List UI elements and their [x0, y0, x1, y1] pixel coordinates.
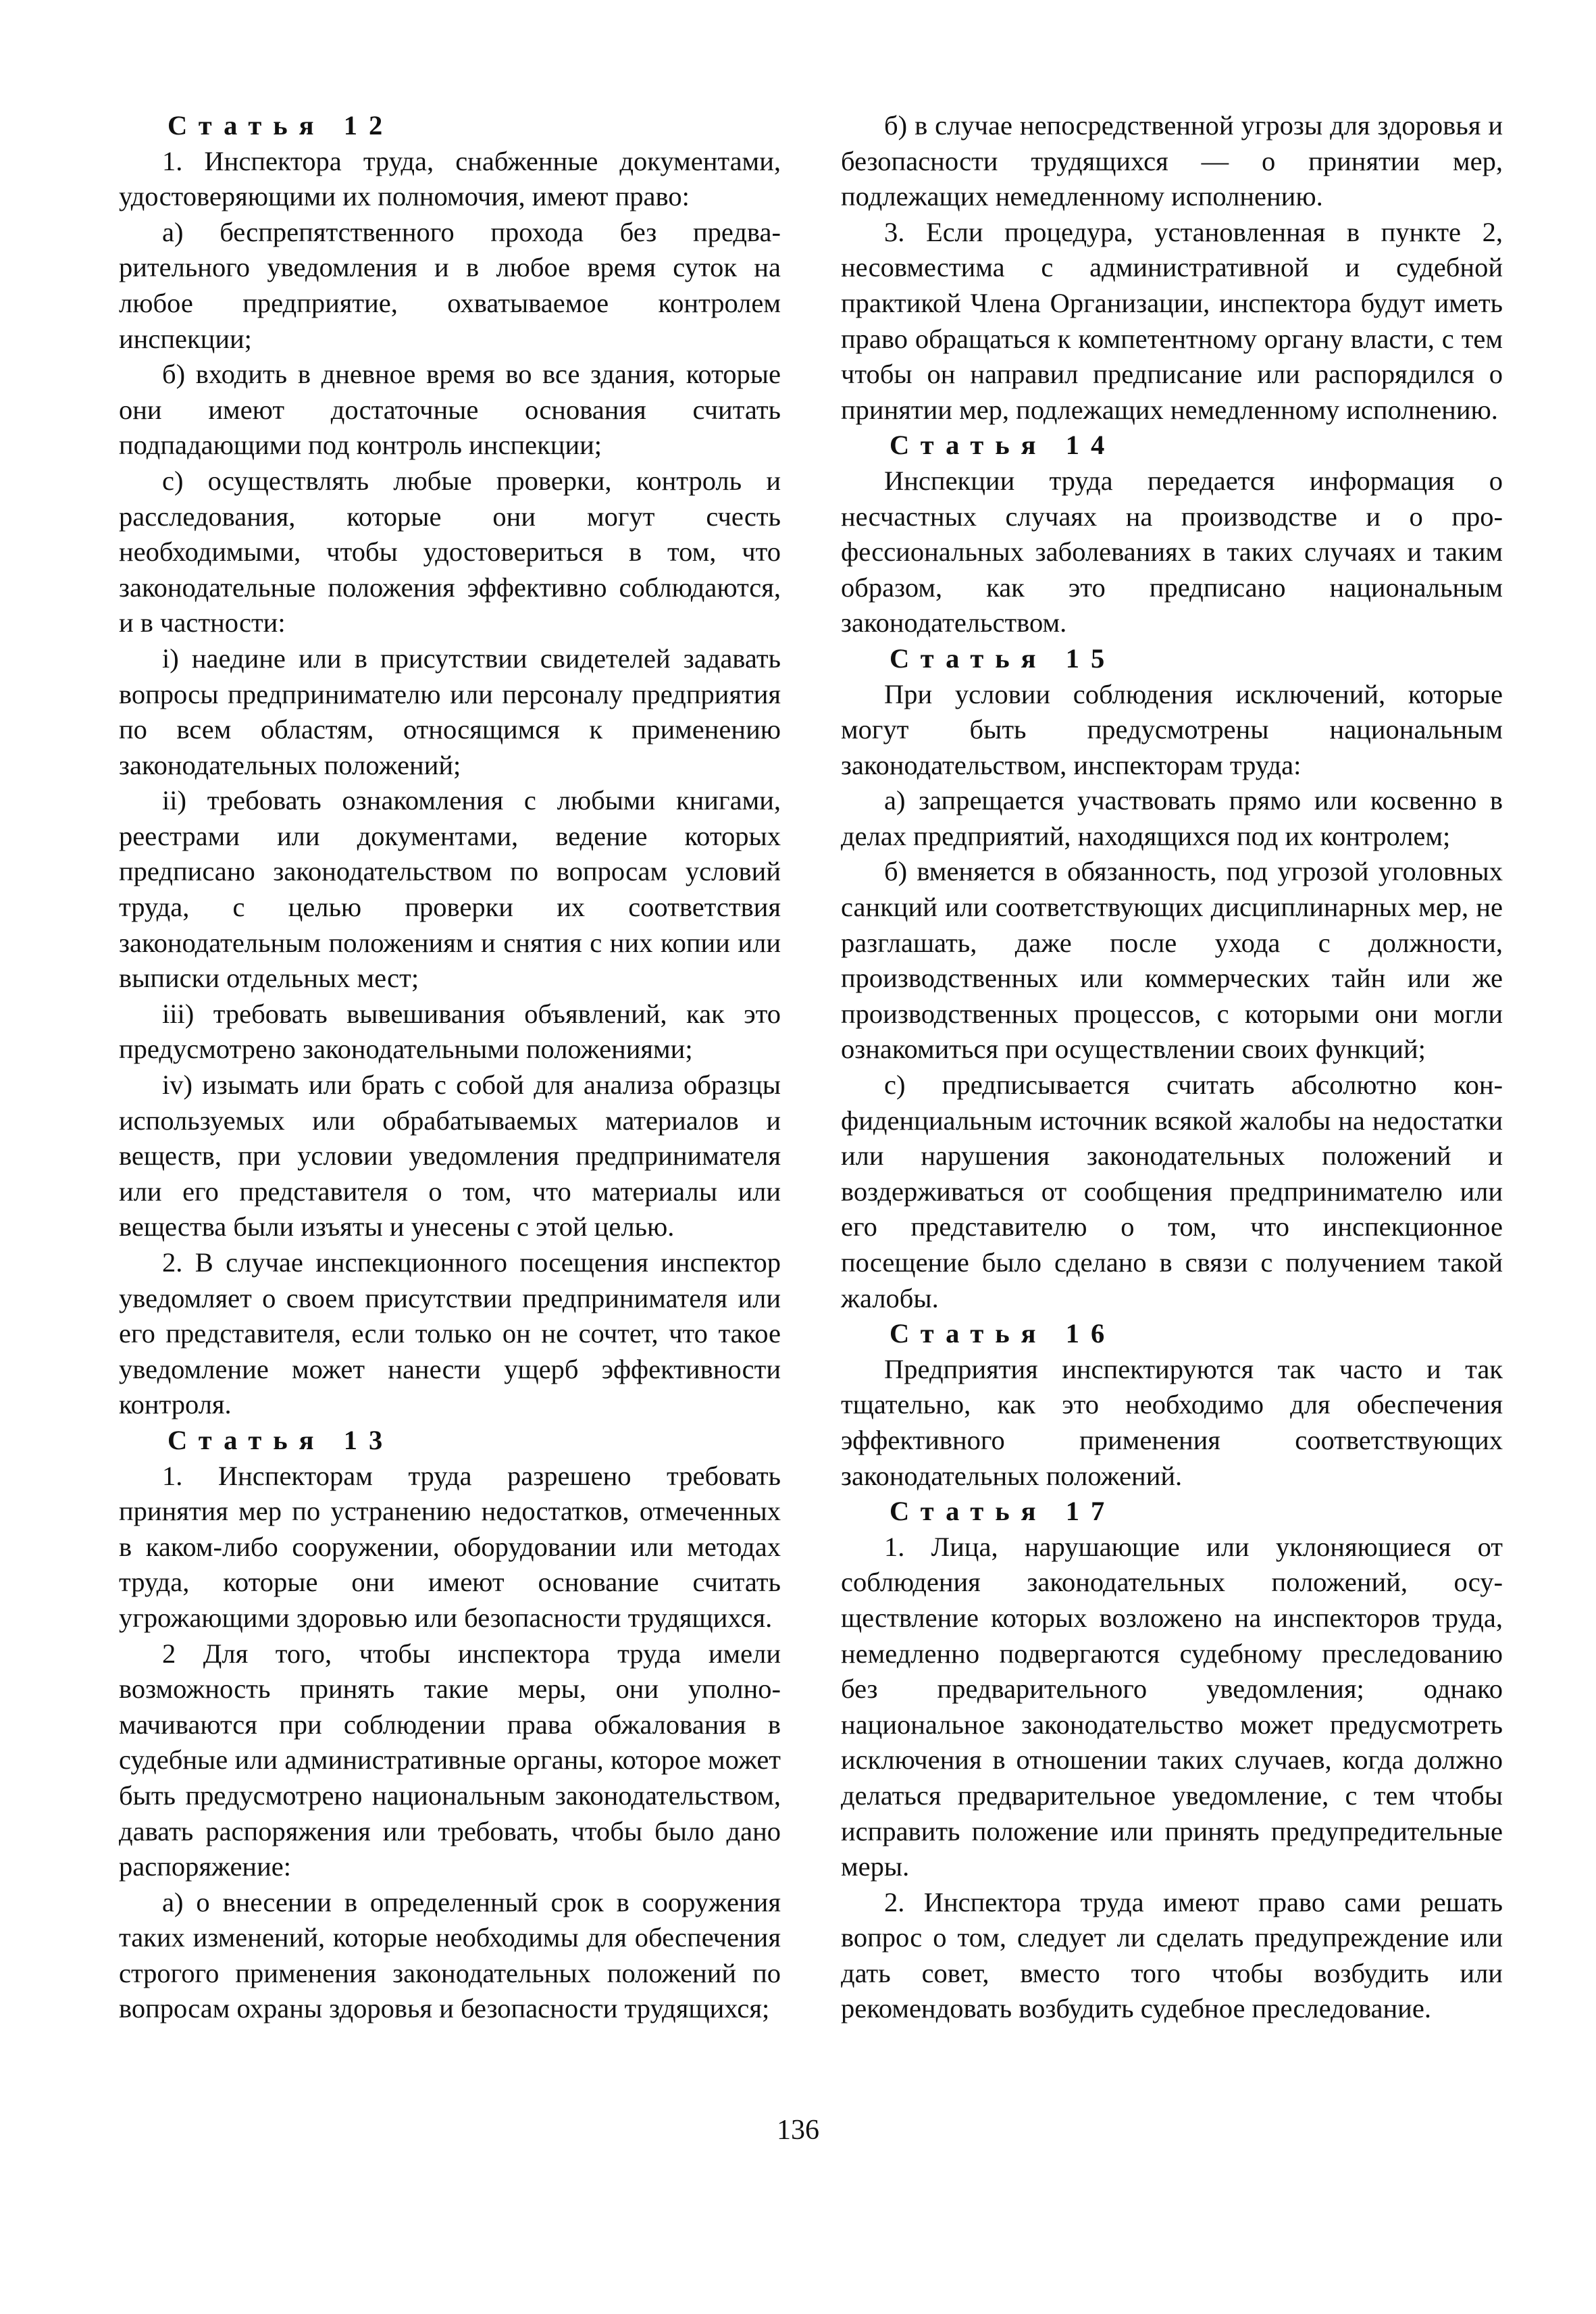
- article-12-item-a: а) беспрепятственного прохода без предварительного уведомления и в любое время суток на любое предприятие, охватываемое контролем инспекции;: [119, 216, 781, 354]
- article-13-item-a: а) о внесении в определенный срок в сооружения таких изменений, которые необходимы для обеспечения строгого применения законодательных положений по вопросам охраны здоровья и безопасности трудящихся;: [119, 1886, 781, 2024]
- left-column: [119, 108, 781, 2027]
- article-14-heading: Статья 14: [890, 430, 1116, 461]
- article-13-item-b: б) в случае непосредственной угрозы для здоровья и безопасности трудящихся — о принятии мер, подлежащих немедленному исполнению.: [841, 110, 1503, 212]
- article-16-heading: Статья 16: [890, 1318, 1116, 1349]
- article-12-subitem-ii: ii) требовать ознакомления с любыми книгами, реестрами или документами, ведение которых предписано законодательством по вопросам условий труда, с целью проверки их соответствия законодательным положениям и снятия с них копии или выписки отдельных мест;: [119, 785, 781, 994]
- page-number: 136: [777, 2115, 819, 2146]
- article-17-paragraph-2: 2. Инспектора труда имеют право сами решать вопрос о том, следует ли сделать предупреждение или дать совет, вместо того чтобы возбудить или рекомендовать возбудить судебное преследование.: [841, 1886, 1503, 2024]
- article-17-heading: Статья 17: [890, 1496, 1116, 1527]
- article-12-subitem-iii: iii) требовать вывешивания объявлений, как это предусмотрено законодательными положениями;: [119, 998, 781, 1065]
- article-13-paragraph-1: 1. Инспекторам труда разрешено требовать принятия мер по устранению недостатков, отмеченных в каком-либо сооружении, оборудовании или методах труда, которые они имеют основание считать угрожающими здоровью или безопасности трудящихся.: [119, 1460, 781, 1633]
- article-12-paragraph-1: 1. Инспектора труда, снабженные документами, удостоверяющими их полномочия, имеют право:: [119, 145, 781, 212]
- article-15-heading: Статья 15: [890, 643, 1116, 674]
- article-12-paragraph-2: 2. В случае инспекционного посещения инспектор уведомляет о своем присутствии предпринимателя или его представителя, если только он не сочтет, что такое уведомление может нанести ущерб эффективности контроля.: [119, 1247, 781, 1420]
- article-16-paragraph-1: Предприятия инспектируются так часто и так тщательно, как это необходимо для обеспечения эффективного применения соответствующих законодательных положений.: [841, 1353, 1503, 1491]
- article-13-paragraph-2: 2 Для того, чтобы инспектора труда имели возможность принять такие меры, они уполномачиваются при соблюдении права обжалования в судебные или административные органы, которое может быть предусмотрено национальным законодательством, давать распоряжения или требовать, чтобы было дано распоряжение:: [119, 1638, 781, 1882]
- article-15-item-a: а) запрещается участвовать прямо или косвенно в делах предприятий, находящихся под их контролем;: [841, 785, 1503, 851]
- article-14-paragraph-1: Инспекции труда передается информация о несчастных случаях на производстве и о профессиональных заболеваниях в таких случаях и таким образом, как это предписано национальным законодательством.: [841, 465, 1503, 638]
- article-12-heading: Статья 12: [168, 110, 394, 141]
- article-13-paragraph-3: 3. Если процедура, установленная в пункте 2, несовместима с административной и судебной практикой Члена Организации, инспектора будут иметь право обращаться к компетентному органу власти, с тем чтобы он направил предписание или распорядился о принятии мер, подлежащих немедленному исполнению.: [841, 216, 1503, 425]
- right-column: [841, 108, 1503, 2027]
- article-15-item-c: с) предписывается считать абсолютно конфиденциальным источник всякой жалобы на недостатки или нарушения законодательных положений и воздерживаться от сообщения предпринимателю или его представителю о том, что инспекционное посещение было сделано в связи с получением такой жалобы.: [841, 1070, 1503, 1313]
- article-12-subitem-iv: iv) изымать или брать с собой для анализа образцы используемых или обрабатываемых материалов и веществ, при условии уведомления предпринимателя или его представителя о том, что материалы или вещества были изъяты и унесены с этой целью.: [119, 1070, 781, 1242]
- article-15-paragraph-1: При условии соблюдения исключений, которые могут быть предусмотрены национальным законодательством, инспекторам труда:: [841, 678, 1503, 780]
- article-12-item-b: б) входить в дневное время во все здания, которые они имеют достаточные основания считать подпадающими под контроль инспекции;: [119, 359, 781, 461]
- article-13-heading: Статья 13: [168, 1424, 394, 1455]
- article-17-paragraph-1: 1. Лица, нарушающие или уклоняющиеся от соблюдения законодательных положений, осуществление которых возложено на инспекторов труда, немедленно подвергаются судебному преследованию без предварительного уведомления; однако национальное законодательство может предусмотреть исключения в отношении таких случаев, когда должно делаться предварительное уведомление, с тем чтобы исправить положение или принять предупредительные меры.: [841, 1531, 1503, 1882]
- article-12-item-c: с) осуществлять любые проверки, контроль и расследования, которые они могут счесть необходимыми, чтобы удостовериться в том, что законодательные положения эффективно соблюдаются, и в частности:: [119, 465, 781, 638]
- article-12-subitem-i: i) наедине или в присутствии свидетелей задавать вопросы предпринимателю или персоналу предприятия по всем областям, относящимся к применению законодательных положений;: [119, 643, 781, 780]
- article-15-item-b: б) вменяется в обязанность, под угрозой уголовных санкций или соответствующих дисциплинарных мер, не разглашать, даже после ухода с должности, производственных или коммерческих тайн или же производственных процессов, с которыми они могли ознакомиться при осуществлении своих функций;: [841, 856, 1503, 1065]
